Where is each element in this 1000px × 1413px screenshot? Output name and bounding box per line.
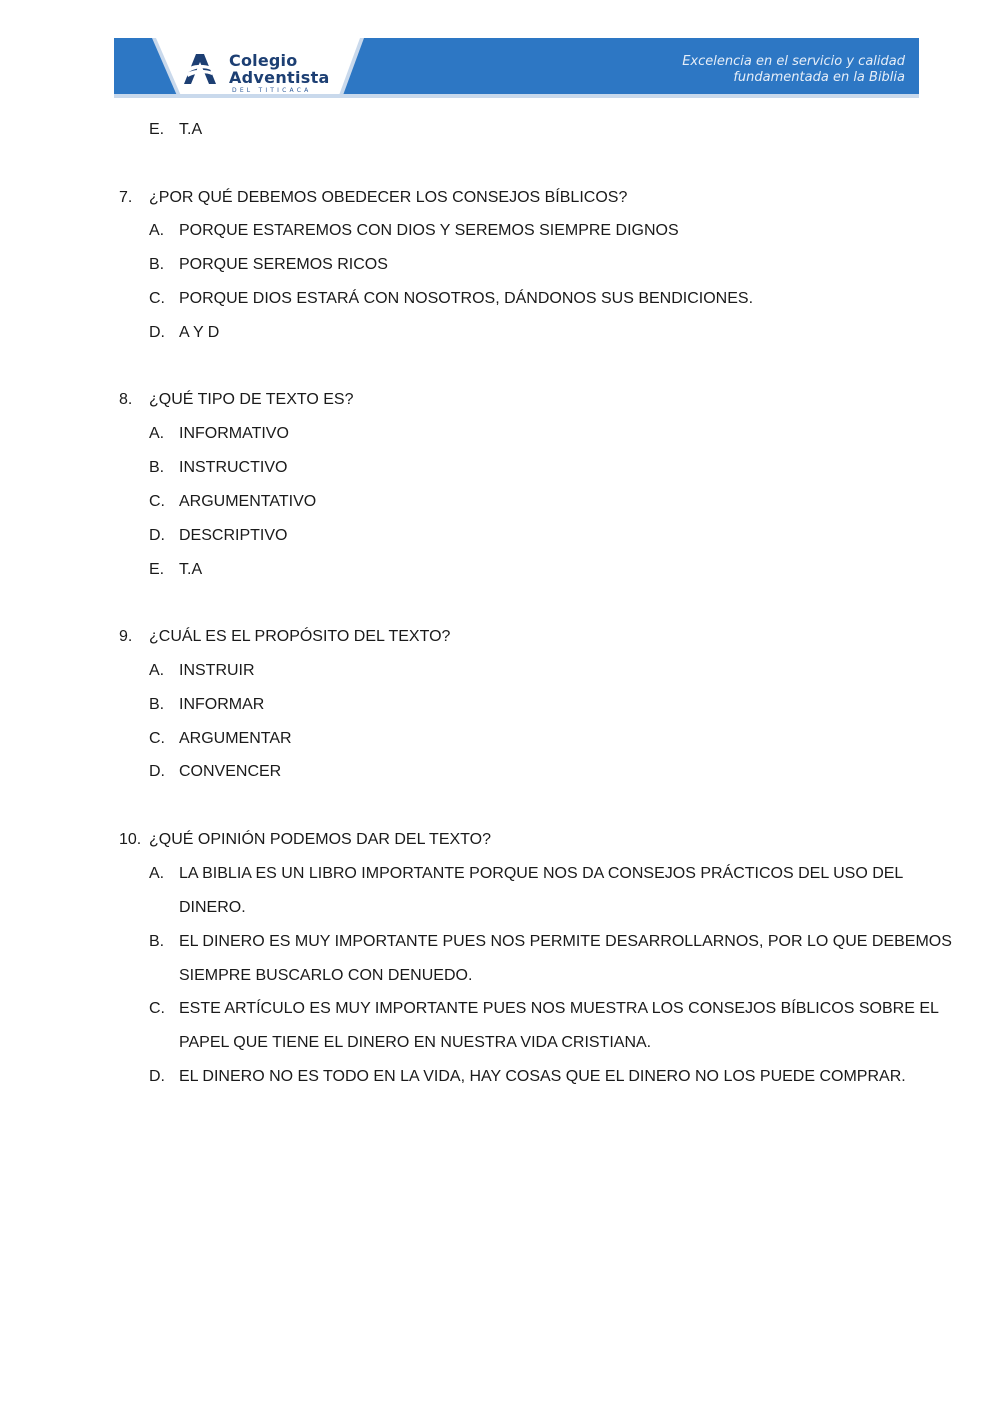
logo-college-name-2: Adventista	[229, 68, 330, 87]
option-text: PORQUE ESTAREMOS CON DIOS Y SEREMOS SIEMPRE DIGNOS	[179, 222, 679, 239]
option-letter: C.	[149, 493, 165, 510]
question-text: ¿CUÁL ES EL PROPÓSITO DEL TEXTO?	[149, 628, 451, 645]
option-letter: C.	[149, 730, 165, 747]
option-text: PORQUE SEREMOS RICOS	[179, 256, 388, 273]
option-letter: A.	[149, 865, 165, 882]
question-text: ¿QUÉ TIPO DE TEXTO ES?	[149, 391, 354, 408]
option-text: INSTRUIR	[179, 662, 255, 679]
option-letter: E.	[149, 121, 165, 138]
option-letter: B.	[149, 256, 165, 273]
option-text: LA BIBLIA ES UN LIBRO IMPORTANTE PORQUE NOS DA CONSEJOS PRÁCTICOS DEL USO DEL	[179, 865, 904, 882]
header-motto-line1: Excelencia en el servicio y calidad	[682, 54, 905, 69]
option-letter: A.	[149, 425, 165, 442]
option-letter: D.	[149, 324, 165, 341]
question-number: 8.	[119, 391, 133, 408]
option-text: ESTE ARTÍCULO ES MUY IMPORTANTE PUES NOS MUESTRA LOS CONSEJOS BÍBLICOS SOBRE EL	[179, 1000, 939, 1017]
option-text: INFORMATIVO	[179, 425, 289, 442]
header-motto-line2: fundamentada en la Biblia	[733, 70, 905, 85]
option-text: INSTRUCTIVO	[179, 459, 288, 476]
option-text: ARGUMENTAR	[179, 730, 292, 747]
option-text: A Y D	[179, 324, 220, 341]
option-text: ARGUMENTATIVO	[179, 493, 317, 510]
option-text: EL DINERO ES MUY IMPORTANTE PUES NOS PERMITE DESARROLLARNOS, POR LO QUE DEBEMOS	[179, 933, 952, 950]
option-letter: B.	[149, 459, 165, 476]
option-text: DESCRIPTIVO	[179, 527, 288, 544]
option-letter: B.	[149, 696, 165, 713]
option-text-continued: PAPEL QUE TIENE EL DINERO EN NUESTRA VIDA CRISTIANA.	[179, 1034, 652, 1051]
option-text-continued: DINERO.	[179, 899, 246, 916]
question-number: 9.	[119, 628, 133, 645]
question-number: 10.	[119, 831, 142, 848]
option-letter: A.	[149, 222, 165, 239]
logo-college-name: Colegio	[229, 51, 298, 70]
option-text: CONVENCER	[179, 763, 282, 780]
option-text: T.A	[179, 561, 203, 578]
option-letter: C.	[149, 1000, 165, 1017]
option-text: T.A	[179, 121, 203, 138]
option-text: EL DINERO NO ES TODO EN LA VIDA, HAY COSAS QUE EL DINERO NO LOS PUEDE COMPRAR.	[179, 1068, 906, 1085]
option-text: INFORMAR	[179, 696, 265, 713]
option-letter: D.	[149, 763, 165, 780]
option-letter: C.	[149, 290, 165, 307]
option-letter: B.	[149, 933, 165, 950]
option-letter: D.	[149, 1068, 165, 1085]
logo-college-subtitle: DEL TITICACA	[232, 87, 312, 94]
question-text: ¿POR QUÉ DEBEMOS OBEDECER LOS CONSEJOS BÍBLICOS?	[149, 189, 628, 206]
option-text-continued: SIEMPRE BUSCARLO CON DENUEDO.	[179, 967, 473, 984]
option-text: PORQUE DIOS ESTARÁ CON NOSOTROS, DÁNDONOS SUS BENDICIONES.	[179, 290, 754, 307]
option-letter: A.	[149, 662, 165, 679]
option-letter: D.	[149, 527, 165, 544]
question-text: ¿QUÉ OPINIÓN PODEMOS DAR DEL TEXTO?	[149, 831, 491, 848]
question-number: 7.	[119, 189, 133, 206]
option-letter: E.	[149, 561, 165, 578]
